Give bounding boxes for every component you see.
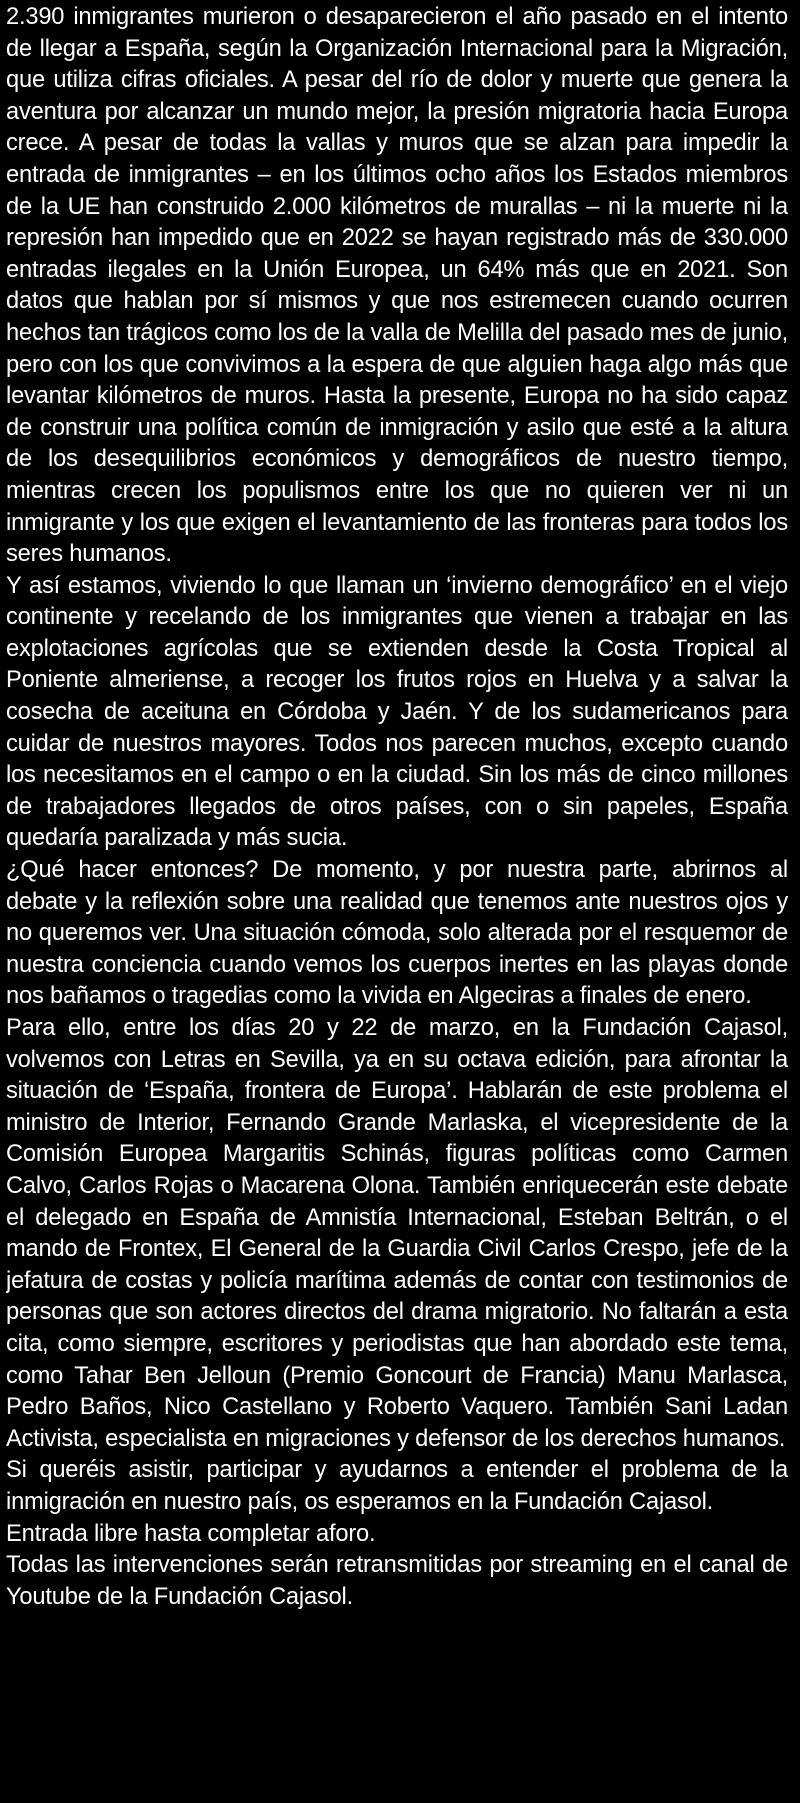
paragraph-migration-deaths: 2.390 inmigrantes murieron o desaparecieron el año pasado en el intento de llegar a España, según la Organización Internacional para la Migración, que utiliza cifras oficiales. A pesar del río de dolor y muerte que genera la aventura por alcanzar un mundo mejor, la presión migratoria hacia Europa crece. A pesar de todas la vallas y muros que se alzan para impedir la entrada de inmigrantes – en los últimos ocho años los Estados miembros de la UE han construido 2.000 kilómetros de murallas – ni la muerte ni la represión han impedido que en 2022 se hayan registrado más de 330.000 entradas ilegales en la Unión Europea, un 64% más que en 2021. Son datos que hablan por sí mismos y que nos estremecen cuando ocurren hechos tan trágicos como los de la valla de Melilla del pasado mes de junio, pero con los que convivimos a la espera de que alguien haga algo más que levantar kilómetros de muros. Hasta la presente, Europa no ha sido capaz de construir una política común de inmigración y asilo que esté a la altura de los desequilibrios económicos y demográficos de nuestro tiempo, mientras crecen los populismos entre los que no quieren ver ni un inmigrante y los que exigen el levantamiento de las fronteras para todos los seres humanos. (6, 4, 788, 568)
paragraph-streaming: Todas las intervenciones serán retransmitidas por streaming en el canal de Youtube de la Fundación Cajasol. (6, 1552, 788, 1610)
paragraph-demographic-winter: Y así estamos, viviendo lo que llaman un ‘invierno demográfico’ en el viejo continente y recelando de los inmigrantes que vienen a trabajar en las explotaciones agrícolas que se extienden desde la Costa Tropical al Poniente almeriense, a recoger los frutos rojos en Huelva y a salvar la cosecha de aceituna en Córdoba y Jaén. Y de los sudamericanos para cuidar de nuestros mayores. Todos nos parecen muchos, excepto cuando los necesitamos en el campo o en la ciudad. Sin los más de cinco millones de trabajadores llegados de otros países, con o sin papeles, España quedaría paralizada y más sucia. (6, 572, 788, 852)
paragraph-what-to-do: ¿Qué hacer entonces? De momento, y por nuestra parte, abrirnos al debate y la reflexión sobre una realidad que tenemos ante nuestros ojos y no queremos ver. Una situación cómoda, solo alterada por el resquemor de nuestra conciencia cuando vemos los cuerpos inertes en las playas donde nos bañamos o tragedias como la vivida en Algeciras a finales de enero. (6, 857, 788, 1010)
article-body (6, 2, 788, 1800)
paragraph-free-entry: Entrada libre hasta completar aforo. (6, 1520, 376, 1547)
paragraph-invitation: Si queréis asistir, participar y ayudarnos a entender el problema de la inmigración en nuestro país, os esperamos en la Fundación Cajasol. (6, 1457, 788, 1515)
paragraph-event-speakers: Para ello, entre los días 20 y 22 de marzo, en la Fundación Cajasol, volvemos con Letras en Sevilla, ya en su octava edición, para afrontar la situación de ‘España, frontera de Europa’. Hablarán de este problema el ministro de Interior, Fernando Grande Marlaska, el vicepresidente de la Comisión Europea Margaritis Schinás, figuras políticas como Carmen Calvo, Carlos Rojas o Macarena Olona. También enriquecerán este debate el delegado en España de Amnistía Internacional, Esteban Beltrán, o el mando de Frontex, El General de la Guardia Civil Carlos Crespo, jefe de la jefatura de costas y policía marítima además de contar con testimonios de personas que son actores directos del drama migratorio. No faltarán a esta cita, como siempre, escritores y periodistas que han abordado este tema, como Tahar Ben Jelloun (Premio Goncourt de Francia) Manu Marlasca, Pedro Baños, Nico Castellano y Roberto Vaquero. También Sani Ladan Activista, especialista en migraciones y defensor de los derechos humanos. (6, 1015, 788, 1452)
